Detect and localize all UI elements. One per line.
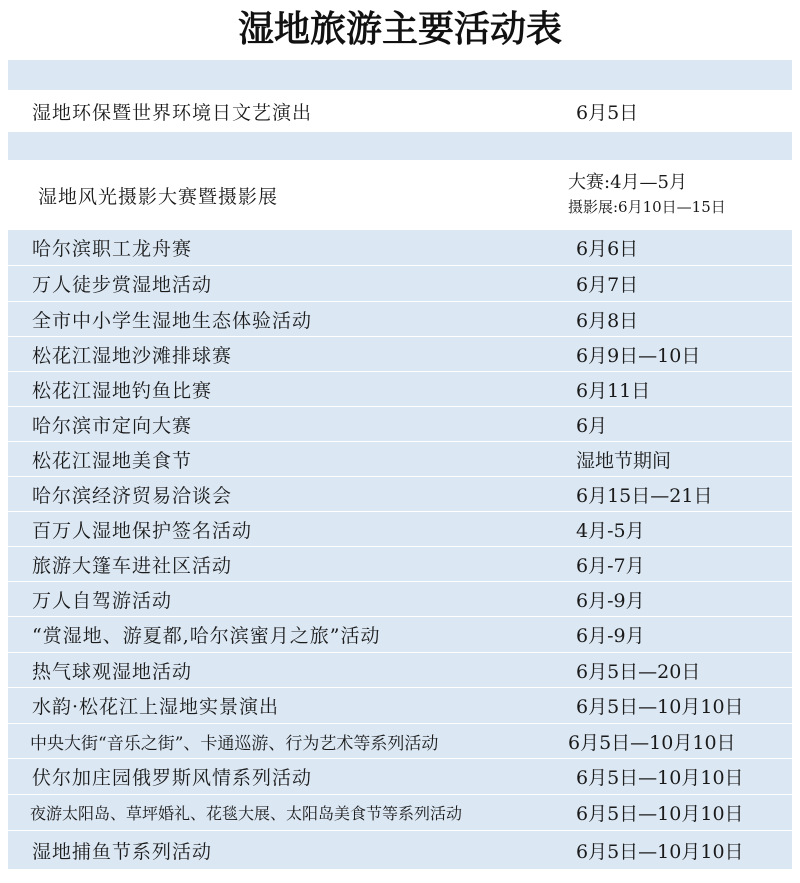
table-row — [8, 372, 792, 407]
activity-date — [568, 171, 726, 219]
activity-name: 夜游太阳岛、草坪婚礼、花毯大展、太阳岛美食节等系列活动 — [30, 804, 463, 823]
table-spacer-row — [8, 132, 792, 160]
table-row — [8, 407, 792, 442]
activity-name: 万人自驾游活动 — [32, 589, 173, 612]
activity-date: 6月7日 — [576, 274, 639, 296]
table-row — [8, 90, 792, 132]
activity-date: 6月11日 — [576, 379, 651, 402]
activity-name: 湿地捕鱼节系列活动 — [32, 840, 213, 863]
activity-date: 6月5日—10月10日 — [576, 767, 744, 789]
table-row — [8, 617, 792, 653]
activity-name: 百万人湿地保护签名活动 — [32, 519, 253, 542]
table-row — [8, 759, 792, 795]
table-row — [8, 442, 792, 477]
table-row — [8, 653, 792, 688]
activity-date: 6月5日—10月10日 — [576, 696, 744, 718]
activity-date: 6月5日—10月10日 — [568, 731, 736, 754]
activity-date: 6月15日—21日 — [576, 484, 713, 507]
activity-name: “赏湿地、游夏都,哈尔滨蜜月之旅”活动 — [32, 625, 381, 647]
activity-date: 6月9日—10日 — [576, 344, 701, 367]
table-row — [8, 477, 792, 512]
activity-date: 6月 — [576, 414, 608, 437]
activity-name: 伏尔加庄园俄罗斯风情系列活动 — [32, 767, 313, 789]
activity-date: 6月-7月 — [576, 554, 645, 577]
activity-date: 6月8日 — [576, 309, 639, 332]
activity-name: 万人徒步赏湿地活动 — [32, 274, 213, 296]
activity-date: 湿地节期间 — [576, 449, 672, 472]
activity-name: 湿地风光摄影大赛暨摄影展 — [38, 185, 279, 208]
activity-date-line: 摄影展:6月10日—15日 — [568, 198, 726, 216]
table-row — [8, 547, 792, 582]
table-row — [8, 302, 792, 337]
activity-date: 6月5日—20日 — [576, 660, 701, 683]
activity-date: 4月-5月 — [576, 519, 645, 542]
activity-date: 6月6日 — [576, 238, 639, 260]
page-title: 湿地旅游主要活动表 — [237, 9, 562, 50]
table-row — [8, 160, 792, 230]
table-row — [8, 337, 792, 372]
activity-name: 旅游大篷车进社区活动 — [32, 554, 233, 577]
activity-name: 湿地环保暨世界环境日文艺演出 — [32, 101, 313, 124]
table-row — [8, 724, 792, 759]
table-spacer-row — [8, 60, 792, 90]
activity-date-line: 大赛:4月—5月 — [568, 172, 687, 193]
activity-date: 6月5日 — [576, 101, 639, 124]
table-row — [8, 795, 792, 831]
table-row — [8, 512, 792, 547]
activity-name: 松花江湿地钓鱼比赛 — [32, 379, 213, 402]
activity-name: 松花江湿地沙滩排球赛 — [32, 344, 233, 367]
activity-date: 6月-9月 — [576, 625, 645, 647]
activity-name: 哈尔滨职工龙舟赛 — [32, 238, 193, 260]
table-row — [8, 831, 792, 869]
table-row — [8, 582, 792, 617]
activity-name: 水韵·松花江上湿地实景演出 — [32, 696, 280, 718]
activity-name: 热气球观湿地活动 — [32, 660, 193, 683]
table-row — [8, 230, 792, 266]
activity-name: 中央大街“音乐之街”、卡通巡游、行为艺术等系列活动 — [30, 733, 439, 754]
table-row — [8, 266, 792, 302]
activity-date: 6月-9月 — [576, 589, 645, 612]
activity-name: 松花江湿地美食节 — [32, 449, 193, 472]
activity-name: 全市中小学生湿地生态体验活动 — [32, 309, 313, 332]
activity-name: 哈尔滨经济贸易洽谈会 — [32, 484, 233, 507]
activity-table — [8, 60, 792, 878]
activity-name: 哈尔滨市定向大赛 — [32, 414, 193, 437]
activity-date: 6月5日—10月10日 — [576, 840, 744, 863]
table-row — [8, 688, 792, 724]
activity-date: 6月5日—10月10日 — [576, 803, 744, 825]
